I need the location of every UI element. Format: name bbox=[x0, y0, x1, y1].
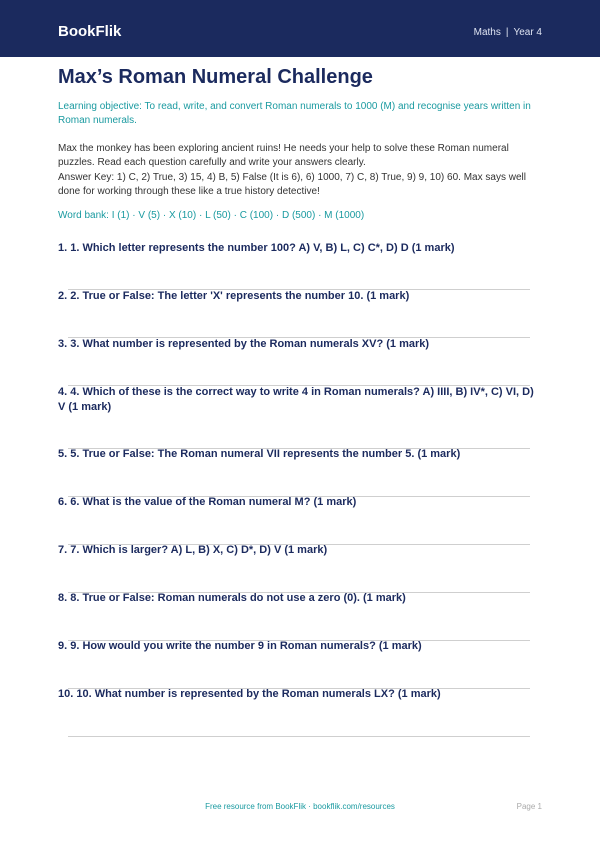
question-9: 9. 9. How would you write the number 9 in Roman numerals? (1 mark) bbox=[58, 640, 422, 652]
page-number: Page 1 bbox=[516, 802, 542, 811]
word-bank: Word bank: I (1) · V (5) · X (10) · L (50) · C (100) · D (500) · M (1000) bbox=[58, 210, 365, 221]
question-3: 3. 3. What number is represented by the Roman numerals XV? (1 mark) bbox=[58, 338, 430, 350]
question-5: 5. 5. True or False: The Roman numeral VII represents the number 5. (1 mark) bbox=[58, 448, 461, 460]
year-label: Year 4 bbox=[513, 27, 542, 38]
header-meta bbox=[474, 26, 542, 40]
header-separator: | bbox=[505, 27, 509, 38]
question-8: 8. 8. True or False: Roman numerals do not use a zero (0). (1 mark) bbox=[58, 592, 406, 604]
brand-logo: BookFlik bbox=[58, 23, 122, 40]
question-2: 2. 2. True or False: The letter 'X' represents the number 10. (1 mark) bbox=[58, 290, 410, 302]
footer-credit: Free resource from BookFlik · bookflik.com/resources bbox=[205, 802, 395, 811]
page-title: Max’s Roman Numeral Challenge bbox=[58, 66, 373, 88]
answer-line-10 bbox=[68, 736, 530, 737]
header-bar bbox=[0, 0, 600, 57]
learning-objective: Learning objective: To read, write, and convert Roman numerals to 1000 (M) and recognise years written in Roman numerals. bbox=[58, 101, 531, 126]
question-6: 6. 6. What is the value of the Roman numeral M? (1 mark) bbox=[58, 496, 357, 508]
question-7: 7. 7. Which is larger? A) L, B) X, C) D*, D) V (1 mark) bbox=[58, 544, 328, 556]
question-1: 1. 1. Which letter represents the number 100? A) V, B) L, C) C*, D) D (1 mark) bbox=[58, 242, 455, 254]
question-4: 4. 4. Which of these is the correct way to write 4 in Roman numerals? A) IIII, B) IV*, C) VI, D) V (1 mark) bbox=[58, 386, 534, 413]
subject-label: Maths bbox=[473, 27, 501, 38]
answer-key: Answer Key: 1) C, 2) True, 3) 15, 4) B, 5) False (It is 6), 6) 1000, 7) C, 8) True, 9) 9, 10) 60. Max says well done for working through these like a true history detective! bbox=[58, 172, 526, 197]
intro-text: Max the monkey has been exploring ancient ruins! He needs your help to solve these Roman numeral puzzles. Read each question carefully and write your answers clearly. bbox=[58, 143, 509, 168]
question-10: 10. 10. What number is represented by the Roman numerals LX? (1 mark) bbox=[58, 688, 441, 700]
